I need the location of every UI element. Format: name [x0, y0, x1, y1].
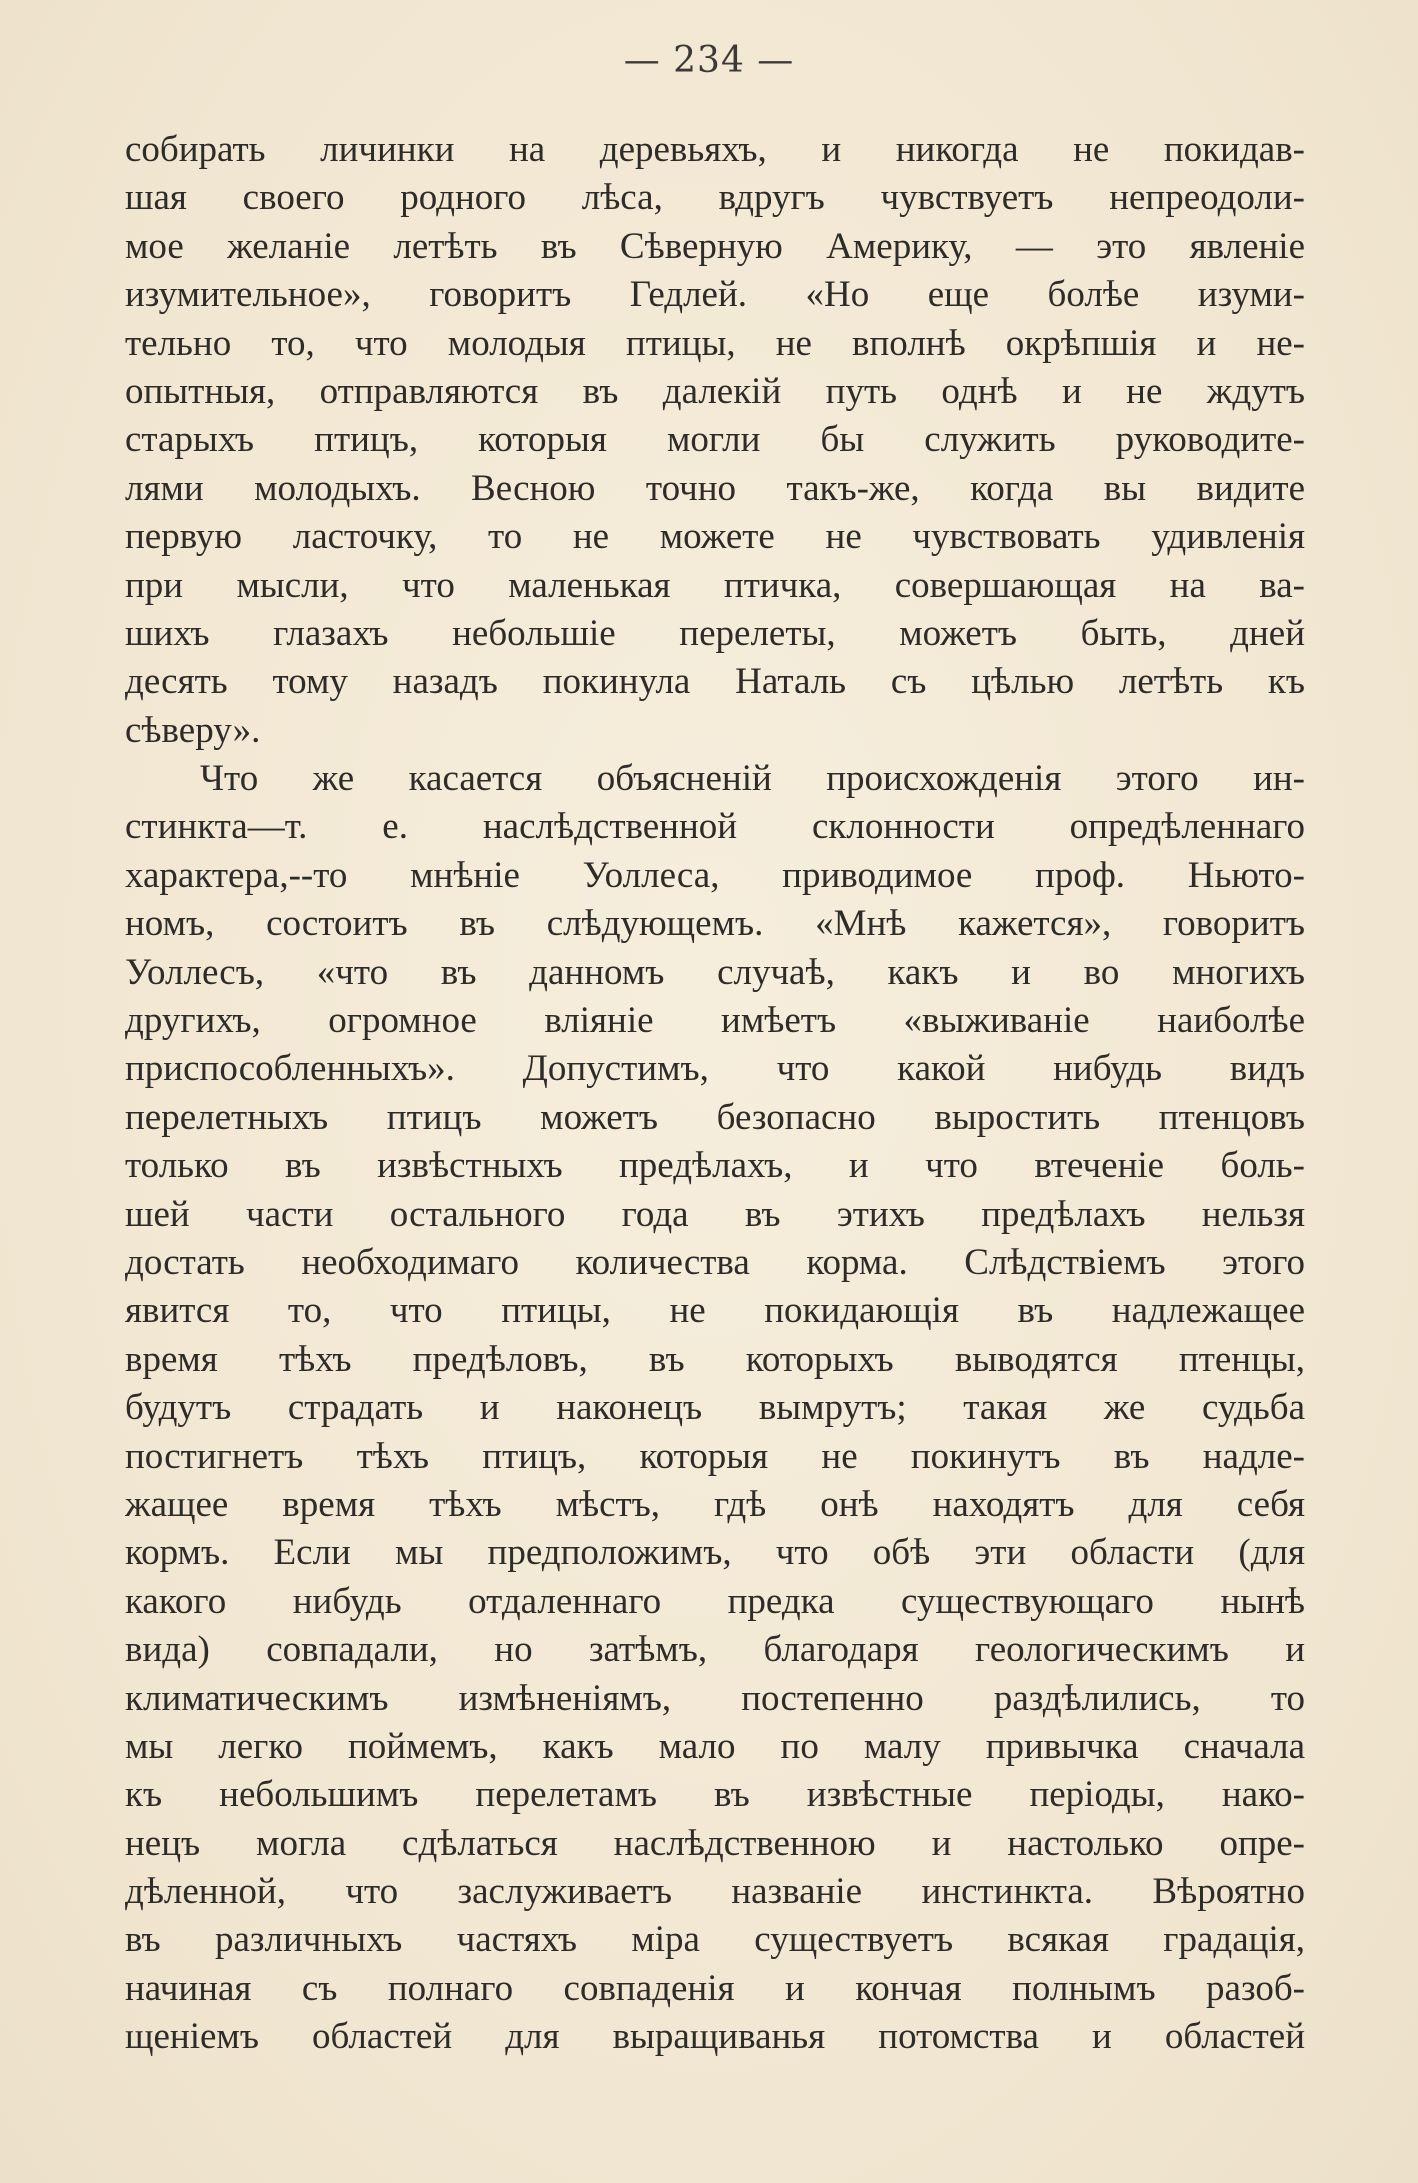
text-line: тельно то, что молодыя птицы, не вполнѣ окрѣпшія и не- [125, 322, 1305, 364]
text-line: номъ, состоитъ въ слѣдующемъ. «Мнѣ кажется», говоритъ [125, 903, 1305, 945]
text-line: дѣленной, что заслуживаетъ названіе инстинкта. Вѣроятно [125, 1871, 1305, 1913]
text-line: характера,--то мнѣніе Уоллеса, приводимое проф. Ньюто- [125, 854, 1305, 896]
text-line: другихъ, огромное вліяніе имѣетъ «выживаніе наиболѣе [125, 1000, 1305, 1042]
text-line: мое желаніе летѣть въ Сѣверную Америку, — это явленіе [125, 225, 1305, 267]
text-line: какого нибудь отдаленнаго предка существующаго нынѣ [125, 1580, 1305, 1622]
text-line: изумительное», говоритъ Гедлей. «Но еще болѣе изуми- [125, 274, 1305, 316]
text-line: щеніемъ областей для выращиванья потомства и областей [125, 2016, 1305, 2058]
text-line: при мысли, что маленькая птичка, совершающая на ва- [125, 564, 1305, 606]
text-line: десять тому назадъ покинула Наталь съ цѣлью летѣть къ [125, 661, 1305, 703]
paragraph-1 [125, 126, 1305, 755]
text-line: мы легко поймемъ, какъ мало по малу привычка сначала [125, 1725, 1305, 1767]
text-line: къ небольшимъ перелетамъ въ извѣстные періоды, нако- [125, 1774, 1305, 1816]
body-text [125, 126, 1305, 2062]
text-line: Уоллесъ, «что въ данномъ случаѣ, какъ и во многихъ [125, 951, 1305, 993]
text-line: шая своего родного лѣса, вдругъ чувствуетъ непреодоли- [125, 177, 1305, 219]
text-line: сѣверу». [125, 709, 261, 751]
text-line: нецъ могла сдѣлаться наслѣдственною и настолько опре- [125, 1822, 1305, 1864]
text-line: стинкта—т. е. наслѣдственной склонности опредѣленнаго [125, 806, 1305, 848]
text-line: шей части остального года въ этихъ предѣлахъ нельзя [125, 1193, 1305, 1235]
paragraph-2 [125, 755, 1305, 2062]
text-line: собирать личинки на деревьяхъ, и никогда не покидав- [125, 129, 1305, 170]
text-line: климатическимъ измѣненіямъ, постепенно раздѣлились, то [125, 1677, 1305, 1719]
text-line: будутъ страдать и наконецъ вымрутъ; такая же судьба [125, 1387, 1305, 1429]
text-line: явится то, что птицы, не покидающія въ надлежащее [125, 1290, 1305, 1332]
text-line: начиная съ полнаго совпаденія и кончая полнымъ разоб- [125, 1967, 1305, 2009]
text-line: вида) совпадали, но затѣмъ, благодаря геологическимъ и [125, 1629, 1305, 1671]
text-line: приспособленныхъ». Допустимъ, что какой нибудь видъ [125, 1048, 1305, 1090]
text-line: жащее время тѣхъ мѣстъ, гдѣ онѣ находятъ для себя [125, 1483, 1305, 1525]
text-line: только въ извѣстныхъ предѣлахъ, и что втеченіе боль- [125, 1145, 1305, 1187]
text-line: время тѣхъ предѣловъ, въ которыхъ выводятся птенцы, [125, 1338, 1305, 1380]
text-line: постигнетъ тѣхъ птицъ, которыя не покинутъ въ надле- [125, 1435, 1305, 1477]
text-line: Что же касается объясненій происхожденія этого ин- [200, 758, 1305, 800]
text-line: достать необходимаго количества корма. Слѣдствіемъ этого [125, 1241, 1305, 1283]
text-line: кормъ. Если мы предположимъ, что обѣ эти области (для [125, 1532, 1305, 1574]
text-line: опытныя, отправляются въ далекій путь однѣ и не ждутъ [125, 370, 1305, 412]
text-line: перелетныхъ птицъ можетъ безопасно выростить птенцовъ [125, 1096, 1305, 1138]
text-line: первую ласточку, то не можете не чувствовать удивленія [125, 516, 1305, 558]
page-number: — 234 — [623, 40, 795, 81]
text-line: лями молодыхъ. Весною точно такъ-же, когда вы видите [125, 467, 1305, 509]
text-line: старыхъ птицъ, которыя могли бы служить руководите- [125, 419, 1305, 461]
text-line: въ различныхъ частяхъ міра существуетъ всякая градація, [125, 1919, 1305, 1961]
text-line: шихъ глазахъ небольшіе перелеты, можетъ быть, дней [125, 612, 1305, 654]
